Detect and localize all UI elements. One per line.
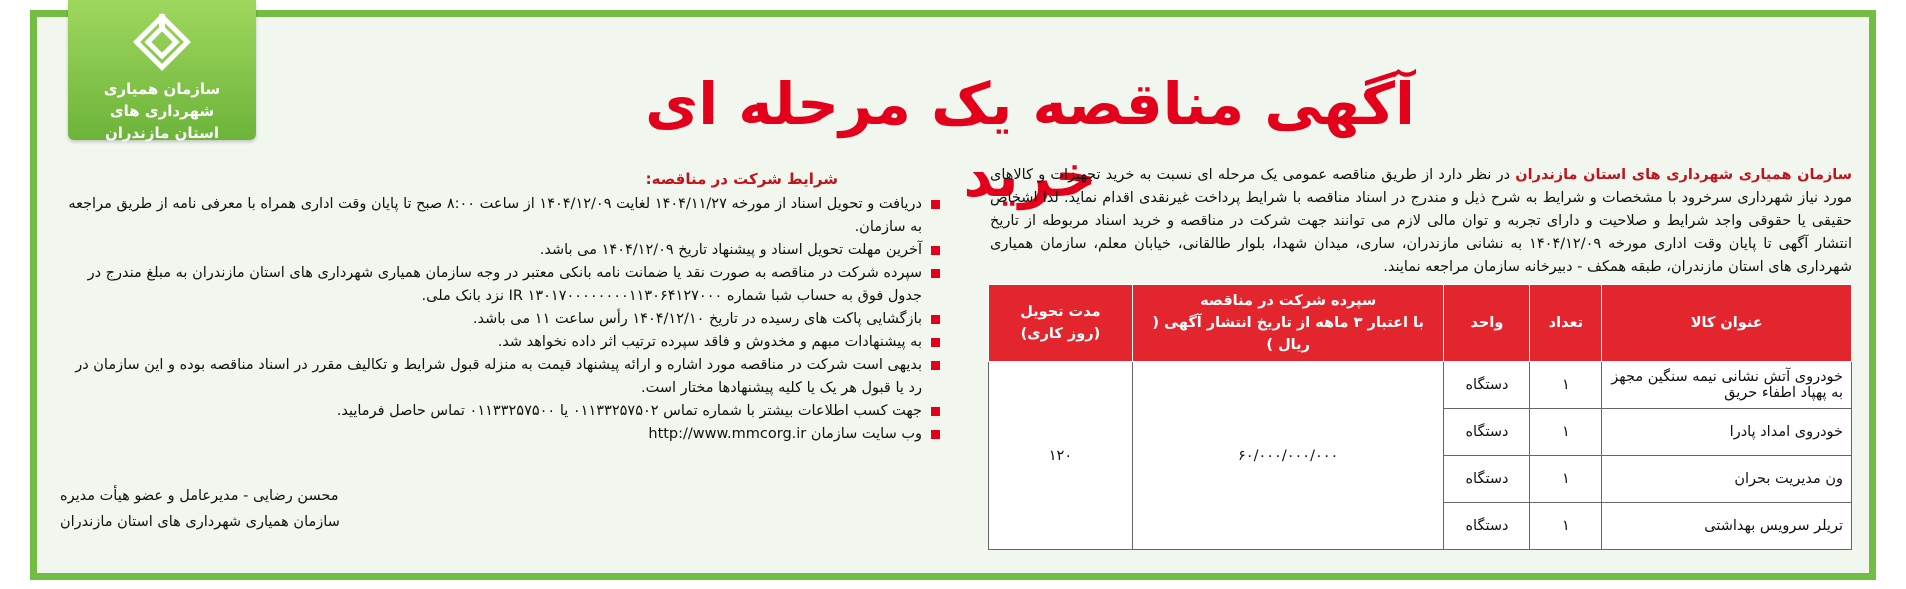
row-item: تریلر سرویس بهداشتی bbox=[1602, 503, 1852, 550]
intro-text: در نظر دارد از طریق مناقصه عمومی یک مرحله ای نسبت به خرید تجهیزات و کالاهای مورد نیاز شهرداری سرخرود با مشخصات و شرایط به شرح ذیل و مندرج در اسناد مناقصه با شرایط پرداخت غیرنقدی اقدام نماید. لذا اشخاص حقیقی یا حقوقی واجد شرایط و صلاحیت و دارای تجربه و توان مالی لازم می توانند جهت شرکت در مناقصه و خرید اسناد مربوطه از تاریخ انتشار آگهی تا پایان وقت اداری مورخه ۱۴۰۴/۱۲/۰۹ به نشانی مازندران، ساری، میدان شهدا، بلوار طالقانی، خیابان معلم، سازمان همیاری شهرداری های استان مازندران، طبقه همکف - دبیرخانه سازمان مراجعه نمایند. bbox=[990, 167, 1852, 275]
org-logo-line1: سازمان همیاری شهرداری های bbox=[103, 80, 221, 120]
bullet-square-icon bbox=[931, 315, 940, 324]
list-item[interactable] bbox=[60, 423, 940, 446]
row-unit: دستگاه bbox=[1444, 362, 1530, 409]
condition-text: سپرده شرکت در مناقصه به صورت نقد یا ضمانت نامه بانکی معتبر در وجه سازمان همیاری شهرداری های استان مازندران به مبلغ مندرج در جدول فوق به حساب شبا شماره IR ۱۳۰۱۷۰۰۰۰۰۰۰۰۱۱۳۰۶۴۱۲۷۰۰۰ نزد بانک ملی. bbox=[87, 265, 922, 304]
header-deposit-line2: با اعتبار ۳ ماهه از تاریخ انتشار آگهی ( ریال ) bbox=[1152, 315, 1424, 353]
header-deposit bbox=[1132, 285, 1444, 362]
row-unit: دستگاه bbox=[1444, 503, 1530, 550]
list-item bbox=[60, 239, 940, 262]
signature-line2: سازمان همیاری شهرداری های استان مازندران bbox=[60, 514, 340, 530]
signature-block bbox=[60, 483, 560, 535]
bullet-square-icon bbox=[931, 338, 940, 347]
bullet-square-icon bbox=[931, 269, 940, 278]
row-qty: ۱ bbox=[1530, 456, 1602, 503]
conditions-list bbox=[60, 193, 940, 446]
intro-org-name: سازمان همیاری شهرداری های استان مازندران bbox=[1515, 167, 1852, 183]
condition-text: بدیهی است شرکت در مناقصه مورد اشاره و ارائه پیشنهاد قیمت به منزله قبول شرایط و تکالیف مقرر در اسناد مناقصه بوده و این سازمان در رد یا قبول هر یک یا کلیه پیشنهادها مختار است. bbox=[75, 357, 922, 396]
header-delivery-line2: (روز کاری) bbox=[1020, 326, 1101, 342]
delivery-days: ۱۲۰ bbox=[989, 362, 1133, 550]
header-deposit-line1: سپرده شرکت در مناقصه bbox=[1200, 293, 1377, 309]
page-title: آگهی مناقصه یک مرحله ای خرید bbox=[645, 70, 1415, 210]
org-logo-tab bbox=[68, 0, 256, 140]
table-header-row bbox=[989, 285, 1852, 362]
deposit-amount: ۶۰/۰۰۰/۰۰۰/۰۰۰ bbox=[1132, 362, 1444, 550]
list-item bbox=[60, 308, 940, 331]
items-table bbox=[988, 284, 1852, 550]
list-item bbox=[60, 354, 940, 400]
row-unit: دستگاه bbox=[1444, 456, 1530, 503]
header-delivery bbox=[989, 285, 1133, 362]
table-row bbox=[989, 362, 1852, 409]
condition-text: دریافت و تحویل اسناد از مورخه ۱۴۰۴/۱۱/۲۷ لغایت ۱۴۰۴/۱۲/۰۹ از ساعت ۸:۰۰ صبح تا پایان وقت اداری همراه با معرفی نامه از طریق مراجعه به سازمان. bbox=[68, 196, 922, 235]
list-item bbox=[60, 331, 940, 354]
row-item: ون مدیریت بحران bbox=[1602, 456, 1852, 503]
list-item bbox=[60, 262, 940, 308]
condition-text: جهت کسب اطلاعات بیشتر با شماره تماس ۰۱۱۳۳۲۵۷۵۰۲ یا ۰۱۱۳۳۲۵۷۵۰۰ تماس حاصل فرمایید. bbox=[336, 403, 922, 419]
row-qty: ۱ bbox=[1530, 409, 1602, 456]
org-logo-text bbox=[68, 78, 256, 144]
row-qty: ۱ bbox=[1530, 503, 1602, 550]
row-unit: دستگاه bbox=[1444, 409, 1530, 456]
row-item: خودروی امداد پادرا bbox=[1602, 409, 1852, 456]
bullet-square-icon bbox=[931, 407, 940, 416]
header-item: عنوان کالا bbox=[1602, 285, 1852, 362]
condition-text: بازگشایی پاکت های رسیده در تاریخ ۱۴۰۴/۱۲/۱۰ رأس ساعت ۱۱ می باشد. bbox=[472, 311, 922, 327]
list-item bbox=[60, 193, 940, 239]
condition-text: آخرین مهلت تحویل اسناد و پیشنهاد تاریخ ۱۴۰۴/۱۲/۰۹ می باشد. bbox=[539, 242, 922, 258]
header-unit: واحد bbox=[1444, 285, 1530, 362]
intro-paragraph bbox=[990, 164, 1852, 279]
list-item bbox=[60, 400, 940, 423]
header-delivery-line1: مدت تحویل bbox=[1020, 304, 1101, 320]
header-qty: تعداد bbox=[1530, 285, 1602, 362]
org-logo-line2: استان مازندران bbox=[104, 124, 220, 142]
website-link[interactable]: وب سایت سازمان http://www.mmcorg.ir bbox=[648, 426, 922, 442]
condition-text: به پیشنهادات مبهم و مخدوش و فاقد سپرده ترتیب اثر داده نخواهد شد. bbox=[497, 334, 922, 350]
bullet-square-icon bbox=[931, 246, 940, 255]
row-qty: ۱ bbox=[1530, 362, 1602, 409]
signature-line1: محسن رضایی - مدیرعامل و عضو هیأت مدیره bbox=[60, 488, 339, 504]
conditions-title: شرایط شرکت در مناقصه: bbox=[645, 170, 838, 188]
bullet-square-icon bbox=[931, 430, 940, 439]
row-item: خودروی آتش نشانی نیمه سنگین مجهز به پهپاد اطفاء حریق bbox=[1602, 362, 1852, 409]
org-logo-icon bbox=[130, 10, 194, 74]
bullet-square-icon bbox=[931, 361, 940, 370]
bullet-square-icon bbox=[931, 200, 940, 209]
